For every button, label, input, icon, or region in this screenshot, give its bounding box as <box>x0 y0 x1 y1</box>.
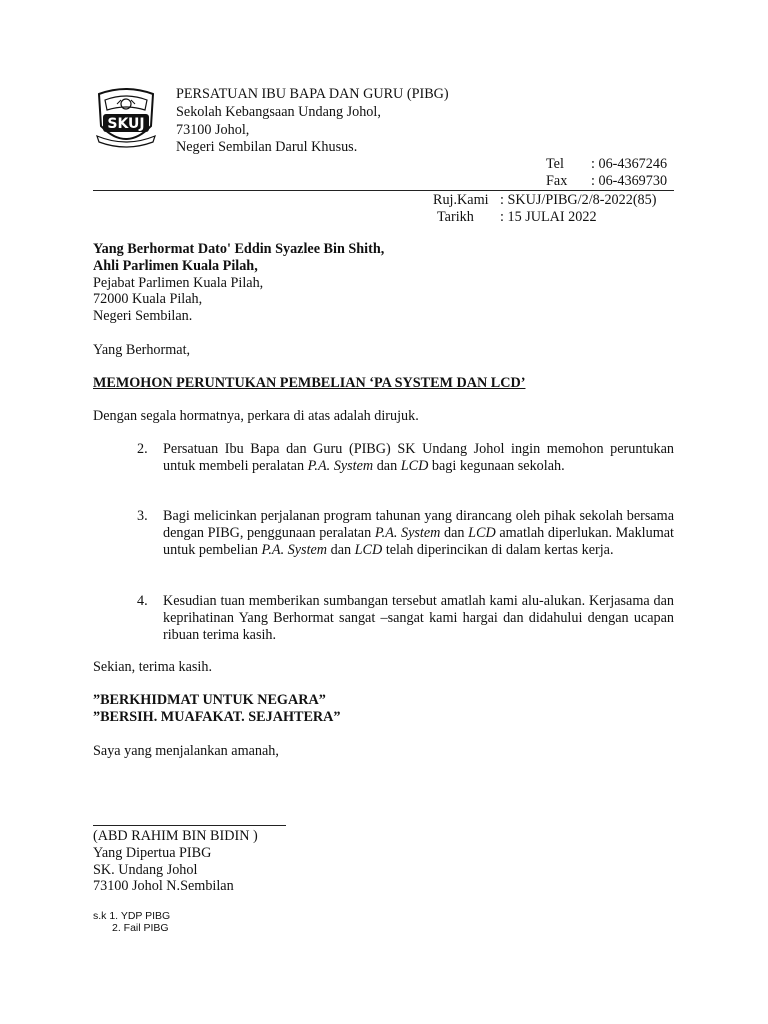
reference-value: : SKUJ/PIBG/2/8-2022(85) <box>500 192 657 208</box>
recipient-office: Pejabat Parlimen Kuala Pilah, <box>93 275 264 291</box>
recipient-title: Ahli Parlimen Kuala Pilah, <box>93 258 258 274</box>
signatory-name: (ABD RAHIM BIN BIDIN ) <box>93 828 258 844</box>
recipient-name: Yang Berhormat Dato' Eddin Syazlee Bin Shith, <box>93 241 385 257</box>
signature-line <box>93 825 286 826</box>
fax-label: Fax <box>546 173 568 189</box>
date-value: : 15 JULAI 2022 <box>500 209 597 225</box>
pa-system-term: P.A. System <box>374 524 441 541</box>
pa-system-term: P.A. System <box>261 541 328 558</box>
signatory-school: SK. Undang Johol <box>93 862 198 878</box>
school-name: Sekolah Kebangsaan Undang Johol, <box>176 104 381 120</box>
paragraph-2-number: 2. <box>137 441 148 457</box>
paragraph-2 <box>163 441 674 475</box>
school-crest-logo <box>93 86 159 152</box>
pa-system-term: P.A. System <box>307 457 374 474</box>
opening-line: Dengan segala hormatnya, perkara di atas adalah dirujuk. <box>93 408 419 424</box>
header-divider <box>93 190 674 191</box>
paragraph-3-text: dan <box>327 541 355 558</box>
logo-text: SKUJ <box>107 116 145 132</box>
signatory-address: 73100 Johol N.Sembilan <box>93 878 234 894</box>
date-label: Tarikh <box>437 209 474 225</box>
org-name: PERSATUAN IBU BAPA DAN GURU (PIBG) <box>176 86 449 102</box>
paragraph-3-number: 3. <box>137 508 148 524</box>
reference-label: Ruj.Kami <box>433 192 489 208</box>
paragraph-2-text: Persatuan Ibu Bapa dan Guru (PIBG) SK Undang Johol ingin memohon peruntukan untuk membeli peralatan <box>163 441 674 474</box>
tel-value: : 06-4367246 <box>591 156 668 172</box>
paragraph-2-text: dan <box>373 457 401 474</box>
subject-line: MEMOHON PERUNTUKAN PEMBELIAN ‘PA SYSTEM DAN LCD’ <box>93 375 526 391</box>
signatory-position: Yang Dipertua PIBG <box>93 845 212 861</box>
lcd-term: LCD <box>354 541 383 558</box>
recipient-postcode-town: 72000 Kuala Pilah, <box>93 291 203 307</box>
school-postcode-town: 73100 Johol, <box>176 122 250 138</box>
motto-line-1: ”BERKHIDMAT UNTUK NEGARA” <box>93 692 326 708</box>
motto-line-2: ”BERSIH. MUAFAKAT. SEJAHTERA” <box>93 709 341 725</box>
closing-line: Sekian, terima kasih. <box>93 659 212 675</box>
paragraph-4-number: 4. <box>137 593 148 609</box>
recipient-state: Negeri Sembilan. <box>93 308 193 324</box>
lcd-term: LCD <box>400 457 429 474</box>
lcd-term: LCD <box>468 524 496 541</box>
paragraph-4: Kesudian tuan memberikan sumbangan tersebut amatlah kami alu-alukan. Kerjasama dan keprihatinan Yang Berhormat sangat –sangat kami hargai dan didahului dengan ucapan ribuan terima kasih. <box>163 593 674 643</box>
salutation: Yang Berhormat, <box>93 342 191 358</box>
paragraph-2-text: bagi kegunaan sekolah. <box>428 457 565 474</box>
tel-label: Tel <box>546 156 564 172</box>
paragraph-3 <box>163 508 674 558</box>
paragraph-3-text: dan <box>440 524 469 541</box>
trust-line: Saya yang menjalankan amanah, <box>93 743 279 759</box>
paragraph-3-text: Bagi melicinkan perjalanan program tahunan yang dirancang oleh pihak sekolah bersama dengan PIBG, penggunaan peralatan <box>163 508 674 541</box>
paragraph-3-text: telah diperincikan di dalam kertas kerja. <box>382 541 614 558</box>
cc-line-1: s.k 1. YDP PIBG <box>93 910 171 922</box>
school-state: Negeri Sembilan Darul Khusus. <box>176 139 358 155</box>
cc-line-2: 2. Fail PIBG <box>112 922 169 934</box>
fax-value: : 06-4369730 <box>591 173 668 189</box>
paragraph-3-text: amatlah diperlukan. Maklumat untuk pembelian <box>163 524 674 558</box>
